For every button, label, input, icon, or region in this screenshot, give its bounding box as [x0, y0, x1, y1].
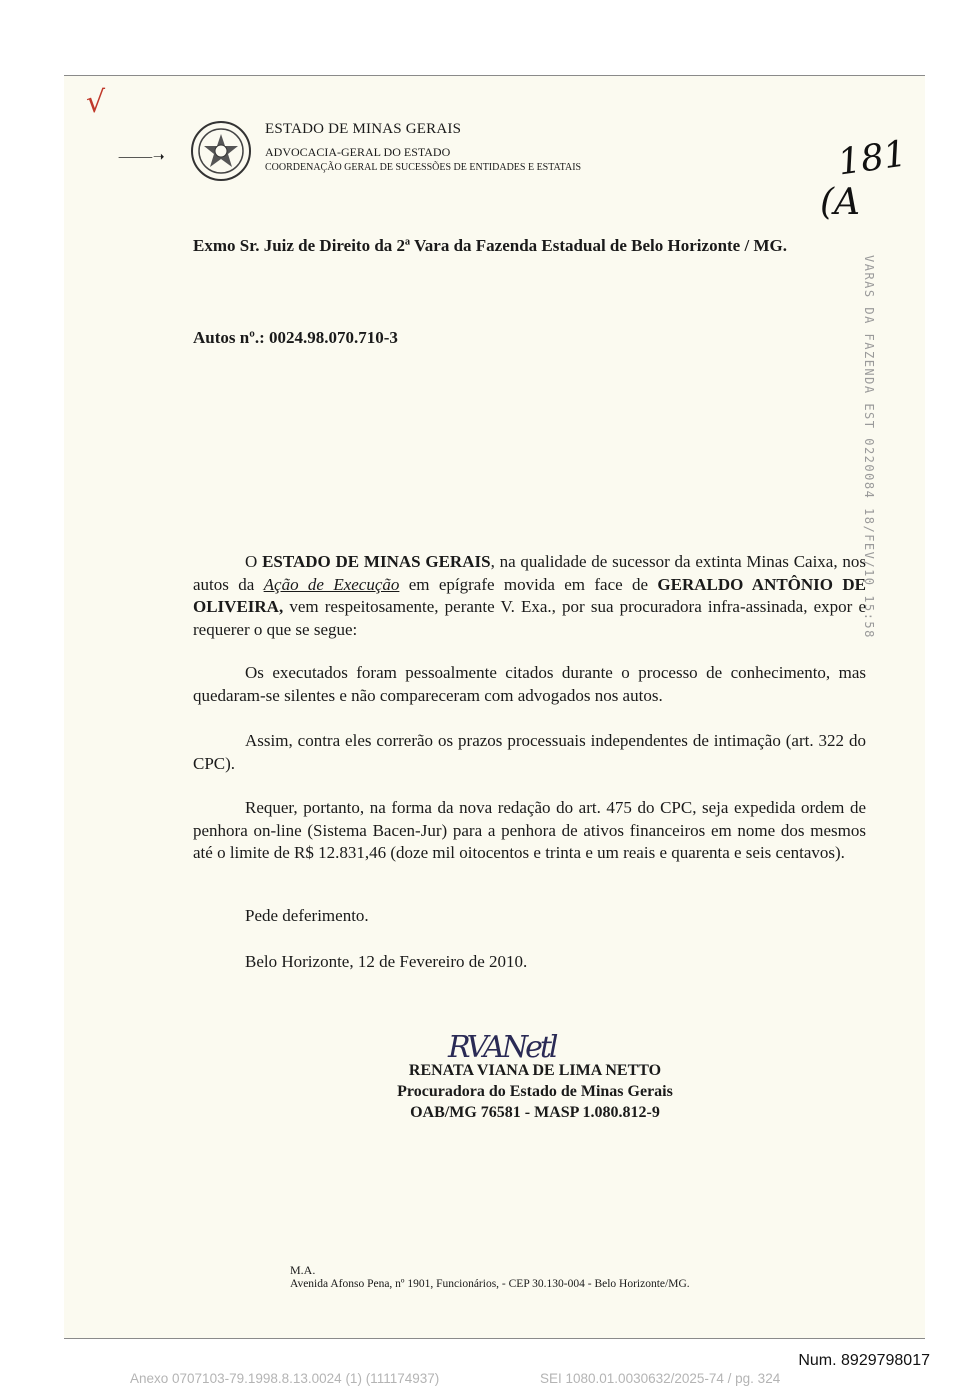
handwritten-signature: RVANetl	[448, 1030, 556, 1065]
state-seal-emblem	[190, 120, 252, 182]
addressee-line: Exmo Sr. Juiz de Direito da 2ª Vara da Fazenda Estadual de Belo Horizonte / MG.	[193, 236, 787, 255]
footer-address: Avenida Afonso Pena, nº 1901, Funcionários, - CEP 30.130-004 - Belo Horizonte/MG.	[290, 1278, 690, 1290]
signer-registration: OAB/MG 76581 - MASP 1.080.812-9	[410, 1104, 660, 1121]
paragraph-request: Requer, portanto, na forma da nova redação do art. 475 do CPC, seja expedida ordem de penhora on-line (Sistema Bacen-Jur) para a penhora de ativos financeiros em nome dos mesmos até o limite de R$ 12.831,46 (doze mil oitocentos e trinta e um reais e quarenta e seis centavos).	[193, 798, 866, 862]
document-id-number: Num. 8929798017	[798, 1352, 930, 1369]
sei-reference: SEI 1080.01.0030632/2025-74 / pg. 324	[540, 1371, 781, 1386]
signer-name: RENATA VIANA DE LIMA NETTO	[408, 1062, 662, 1079]
footer-initials: M.A.	[290, 1263, 316, 1277]
annex-reference: Anexo 0707103-79.1998.8.13.0024 (1) (111174937)	[130, 1371, 440, 1386]
handwritten-initial: (A	[820, 182, 861, 223]
place-date-line: Belo Horizonte, 12 de Fevereiro de 2010.	[245, 952, 528, 971]
closing-line: Pede deferimento.	[245, 906, 369, 925]
case-number: Autos nº.: 0024.98.070.710-3	[193, 328, 398, 347]
signature-block	[325, 1060, 745, 1123]
receipt-stamp: VARAS DA FAZENDA EST 0220084 18/FEV/10 15:58	[862, 255, 876, 639]
handwritten-page-number: 181	[835, 133, 910, 184]
margin-arrow-icon: ⸻➝	[118, 149, 165, 165]
margin-check-mark: √	[86, 85, 106, 120]
header-agency: ADVOCACIA-GERAL DO ESTADO	[265, 145, 451, 159]
signer-role: Procuradora do Estado de Minas Gerais	[397, 1083, 673, 1100]
paragraph-intro: O ESTADO DE MINAS GERAIS, na qualidade de sucessor da extinta Minas Caixa, nos autos da Ação de Execução em epígrafe movida em face de GERALDO ANTÔNIO DE OLIVEIRA, vem respeitosamente, perante V. Exa., por sua procuradora infra-assinada, expor e requerer o que se segue:	[193, 552, 866, 639]
document-page	[64, 75, 925, 1339]
header-department: COORDENAÇÃO GERAL DE SUCESSÕES DE ENTIDADES E ESTATAIS	[265, 162, 582, 173]
header-state-name: ESTADO DE MINAS GERAIS	[265, 121, 462, 137]
paragraph-deadlines: Assim, contra eles correrão os prazos processuais independentes de intimação (art. 322 do CPC).	[193, 731, 866, 773]
paragraph-citation: Os executados foram pessoalmente citados durante o processo de conhecimento, mas quedaram-se silentes e não compareceram com advogados nos autos.	[193, 663, 866, 705]
